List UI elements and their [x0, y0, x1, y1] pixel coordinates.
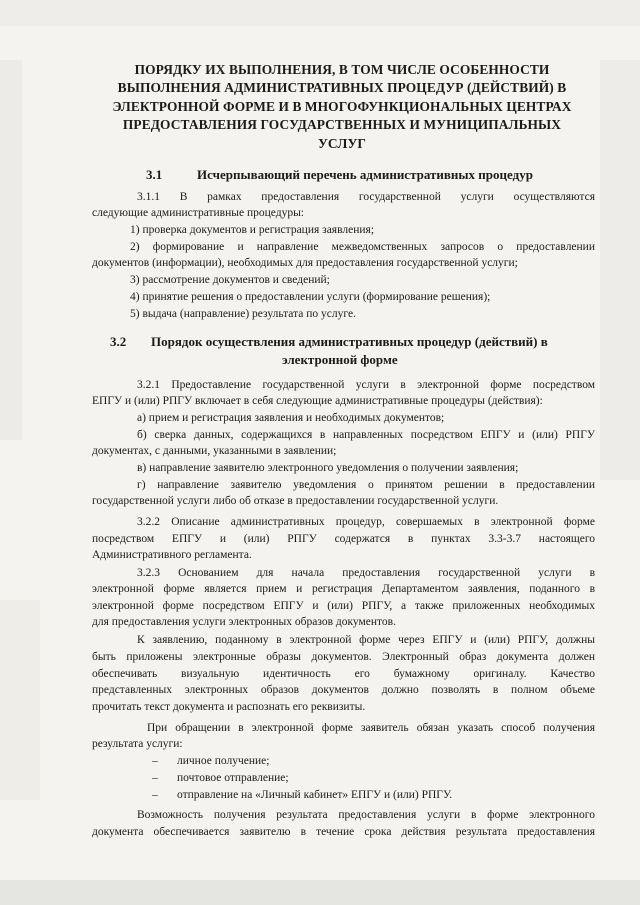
- list-item: 5) выдача (направление) результата по услуге.: [130, 308, 356, 320]
- section-3-2-title-cont: электронной форме: [282, 352, 398, 367]
- heading-line: ПОРЯДКУ ИХ ВЫПОЛНЕНИЯ, В ТОМ ЧИСЛЕ ОСОБЕННОСТИ: [134, 62, 550, 77]
- paragraph-3-2-2-line: Административного регламента.: [92, 549, 252, 561]
- paragraph-final-line: документа обеспечивается заявителю в течение срока действия результата предоставления: [92, 826, 595, 838]
- list-dash: –: [152, 789, 158, 801]
- paragraph-3-2-1-item: б) сверка данных, содержащихся в направленных посредством ЕПГУ и (или) РПГУ: [137, 429, 595, 441]
- paragraph-3-1-1-line: следующие административные процедуры:: [92, 207, 305, 219]
- section-3-1-title: Исчерпывающий перечень административных процедур: [197, 167, 533, 182]
- list-item: почтовое отправление;: [177, 772, 289, 784]
- paragraph-3-2-2-line: 3.2.2 Описание административных процедур, совершаемых в электронной форме: [137, 516, 595, 528]
- list-item: 2) формирование и направление межведомственных запросов о предоставлении: [130, 241, 595, 253]
- paragraph-3-1-1-line: 3.1.1 В рамках предоставления государственной услуги осуществляются: [137, 191, 595, 203]
- section-3-1-number: 3.1: [146, 167, 163, 182]
- paragraph-3-2-3-line: электронной форме является прием и регистрация Департаментом заявления, поданного в: [92, 583, 595, 595]
- heading-line: ВЫПОЛНЕНИЯ АДМИНИСТРАТИВНЫХ ПРОЦЕДУР (ДЕЙСТВИЙ) В: [117, 80, 567, 96]
- list-dash: –: [152, 755, 158, 767]
- paragraph-3-2-1-item-cont: документах, с данными, указанными в заявлении;: [92, 445, 337, 457]
- paragraph-3-2-3-line: электронной форме посредством ЕПГУ и (или) РПГУ, а также приложенных необходимых: [92, 600, 595, 612]
- section-3-2-title: Порядок осуществления административных процедур (действий) в: [151, 334, 548, 349]
- paragraph-3-2-3-line: для предоставления услуги электронных образов документов.: [92, 616, 396, 628]
- paragraph-attachments-line: К заявлению, поданному в электронной форме через ЕПГУ и (или) РПГУ, должны: [137, 634, 595, 646]
- heading-line: ЭЛЕКТРОННОЙ ФОРМЕ И В МНОГОФУНКЦИОНАЛЬНЫХ ЦЕНТРАХ: [112, 98, 572, 114]
- heading-line: УСЛУГ: [318, 135, 366, 151]
- paragraph-attachments-line: обеспечивать визуальную идентичность его бумажному оригиналу. Качество: [92, 668, 595, 680]
- paragraph-receipt-method-line: При обращении в электронной форме заявитель обязан указать способ получения: [147, 722, 595, 734]
- list-item: 3) рассмотрение документов и сведений;: [130, 274, 330, 286]
- paragraph-final-line: Возможность получения результата предоставления услуги в форме электронного: [137, 809, 595, 821]
- paragraph-attachments-line: быть приложены электронные образы документов. Электронный образ документа должен: [92, 651, 595, 663]
- paragraph-3-2-1-line: ЕПГУ и (или) РПГУ включает в себя следующие административные процедуры (действия):: [92, 395, 543, 407]
- list-item: 1) проверка документов и регистрация заявления;: [130, 224, 375, 236]
- paragraph-3-2-1-line: 3.2.1 Предоставление государственной услуги в электронной форме посредством: [137, 379, 595, 391]
- list-item-continuation: документов (информации), необходимых для предоставления государственной услуги;: [92, 257, 518, 269]
- list-item: отправление на «Личный кабинет» ЕПГУ и (или) РПГУ.: [177, 789, 453, 801]
- paragraph-3-2-3-line: 3.2.3 Основанием для начала предоставления государственной услуги в: [137, 567, 595, 579]
- paragraph-3-2-1-item: г) направление заявителю уведомления о принятом решении в предоставлении: [137, 479, 595, 491]
- paragraph-3-2-1-item: в) направление заявителю электронного уведомления о получении заявления;: [137, 462, 519, 474]
- list-item: личное получение;: [177, 755, 270, 767]
- paragraph-attachments-line: прочитать текст документа и распознать его реквизиты.: [92, 701, 366, 713]
- paragraph-receipt-method-line: результата услуги:: [92, 738, 183, 750]
- document-heading: [92, 61, 592, 153]
- list-dash: –: [152, 772, 158, 784]
- paragraph-3-2-2-line: посредством ЕПГУ и (или) РПГУ содержатся в пунктах 3.3-3.7 настоящего: [92, 533, 595, 545]
- section-3-2-number: 3.2: [110, 334, 127, 349]
- paragraph-3-2-1-item-cont: государственной услуги либо об отказе в предоставлении государственной услуги.: [92, 495, 499, 507]
- heading-line: ПРЕДОСТАВЛЕНИЯ ГОСУДАРСТВЕННЫХ И МУНИЦИПАЛЬНЫХ: [122, 117, 562, 133]
- paragraph-attachments-line: представленных электронных образов документов должно позволять в полном объеме: [92, 684, 595, 696]
- paragraph-3-2-1-item: а) прием и регистрация заявления и необходимых документов;: [137, 412, 445, 424]
- list-item: 4) принятие решения о предоставлении услуги (формирование решения);: [130, 291, 491, 303]
